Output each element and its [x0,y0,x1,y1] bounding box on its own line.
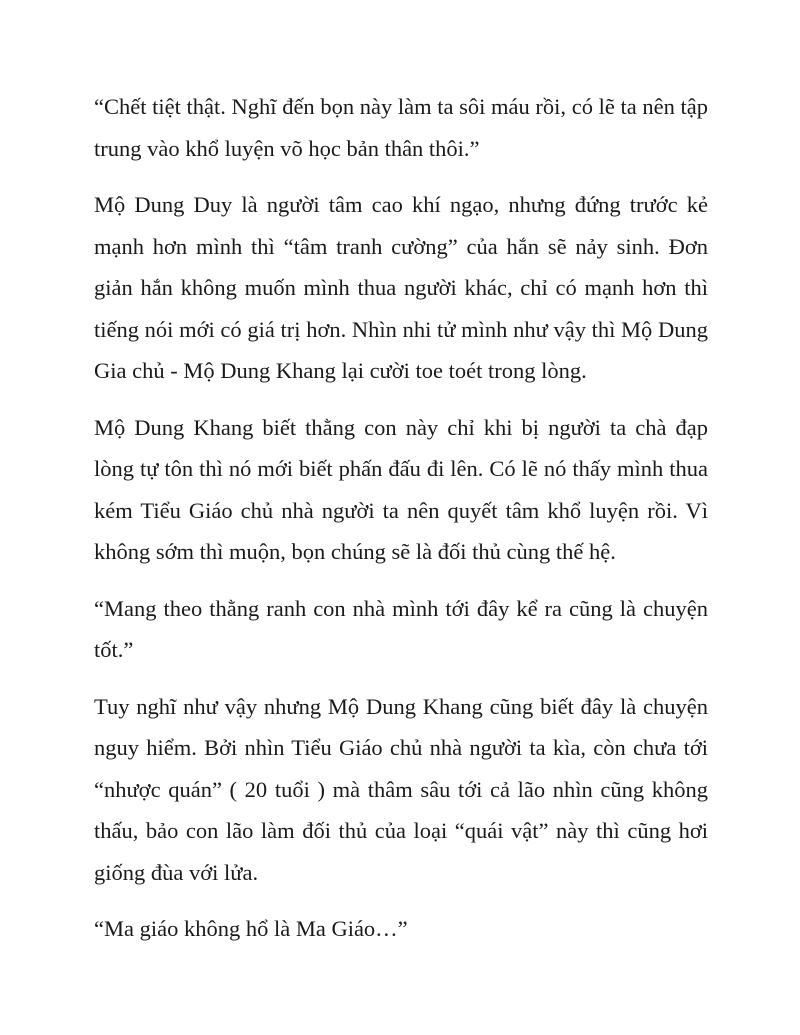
paragraph-2: Mộ Dung Duy là người tâm cao khí ngạo, nhưng đứng trước kẻ mạnh hơn mình thì “tâm tranh cường” của hắn sẽ nảy sinh. Đơn giản hắn không muốn mình thua người khác, chỉ có mạnh hơn thì tiếng nói mới có giá trị hơn. Nhìn nhi tử mình như vậy thì Mộ Dung Gia chủ - Mộ Dung Khang lại cười toe toét trong lòng. [94,192,708,383]
paragraph-3: Mộ Dung Khang biết thằng con này chỉ khi bị người ta chà đạp lòng tự tôn thì nó mới biết phấn đấu đi lên. Có lẽ nó thấy mình thua kém Tiểu Giáo chủ nhà người ta nên quyết tâm khổ luyện rồi. Vì không sớm thì muộn, bọn chúng sẽ là đối thủ cùng thế hệ. [94,414,708,564]
paragraph-4: “Mang theo thằng ranh con nhà mình tới đây kể ra cũng là chuyện tốt.” [94,595,708,662]
document-page [94,86,708,965]
paragraph-1: “Chết tiệt thật. Nghĩ đến bọn này làm ta sôi máu rồi, có lẽ ta nên tập trung vào khổ luyện võ học bản thân thôi.” [94,94,708,161]
paragraph-6: “Ma giáo không hổ là Ma Giáo…” [94,916,408,941]
paragraph-5: Tuy nghĩ như vậy nhưng Mộ Dung Khang cũng biết đây là chuyện nguy hiểm. Bởi nhìn Tiểu Giáo chủ nhà người ta kìa, còn chưa tới “nhược quán” ( 20 tuổi ) mà thâm sâu tới cả lão nhìn cũng không thấu, bảo con lão làm đối thủ của loại “quái vật” này thì cũng hơi giống đùa với lửa. [94,693,708,885]
